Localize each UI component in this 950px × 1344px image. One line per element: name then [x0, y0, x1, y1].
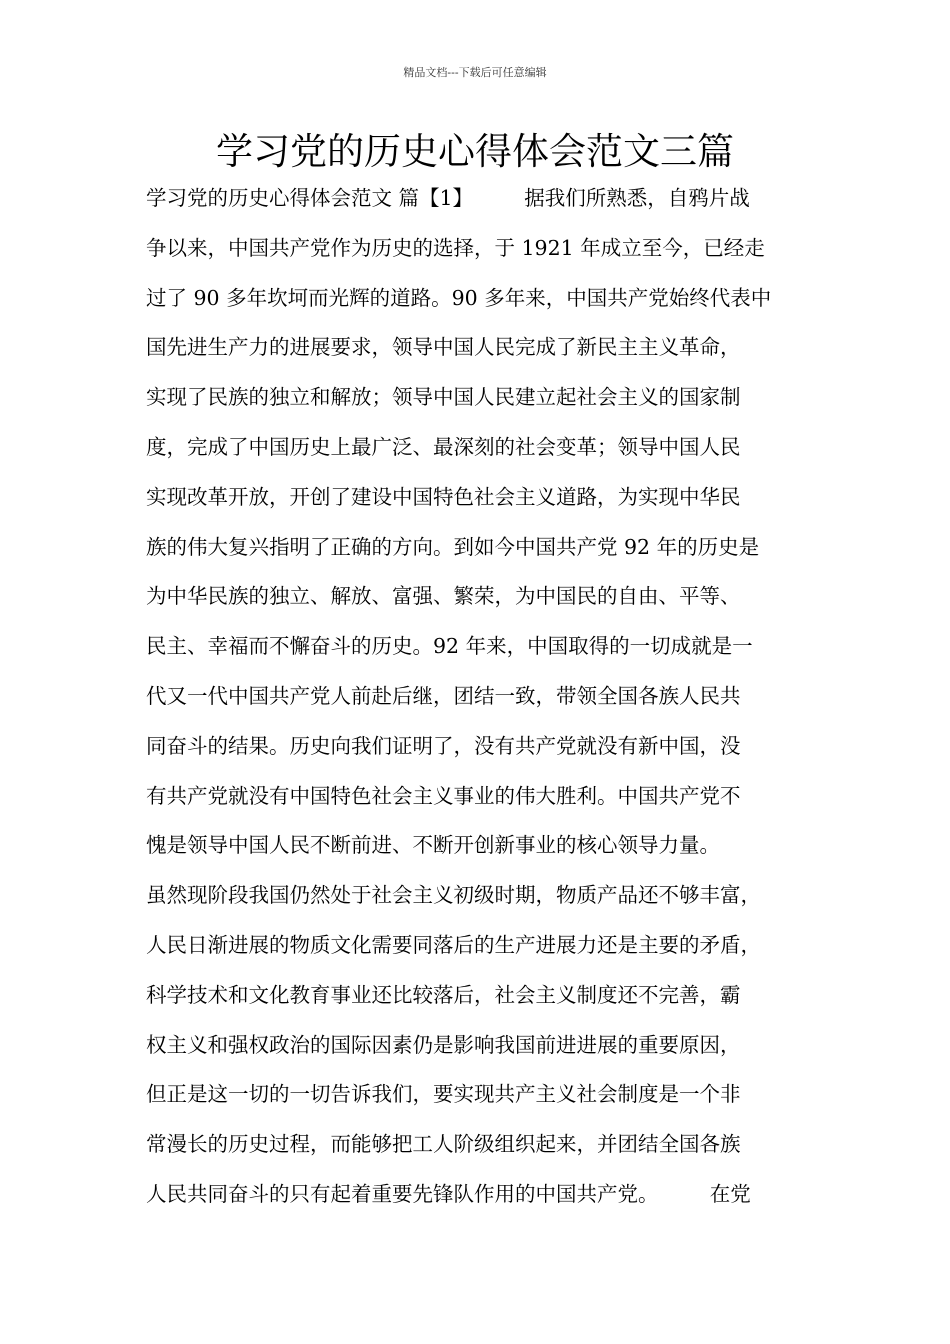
page-header: 精品文档---下载后可任意编辑 — [403, 66, 547, 79]
body-line: 民主、幸福而不懈奋斗的历史。92 年来，中国取得的一切成就是一 — [146, 634, 753, 659]
body-line: 愧是领导中国人民不断前进、不断开创新事业的核心领导力量。 — [146, 833, 720, 858]
body-line: 同奋斗的结果。历史向我们证明了，没有共产党就没有新中国，没 — [146, 733, 741, 758]
body-line: 度，完成了中国历史上最广泛、最深刻的社会变革；领导中国人民 — [146, 434, 741, 459]
document-title: 学习党的历史心得体会范文三篇 — [216, 130, 734, 173]
body-line: 科学技术和文化教育事业还比较落后，社会主义制度还不完善，霸 — [146, 982, 741, 1007]
body-line: 争以来，中国共产党作为历史的选择，于 1921 年成立至今，已经走 — [146, 235, 765, 260]
body-line: 有共产党就没有中国特色社会主义事业的伟大胜利。中国共产党不 — [146, 783, 741, 808]
body-line: 过了 90 多年坎坷而光辉的道路。90 多年来，中国共产党始终代表中 — [146, 285, 772, 310]
body-line: 权主义和强权政治的国际因素仍是影响我国前进进展的重要原因， — [146, 1032, 741, 1057]
body-line: 但正是这一切的一切告诉我们，要实现共产主义社会制度是一个非 — [146, 1082, 741, 1107]
body-line: 学习党的历史心得体会范文 篇【1】 据我们所熟悉，自鸦片战 — [146, 186, 750, 210]
body-line: 族的伟大复兴指明了正确的方向。到如今中国共产党 92 年的历史是 — [146, 534, 760, 559]
body-line: 代又一代中国共产党人前赴后继，团结一致，带领全国各族人民共 — [146, 683, 741, 708]
body-line: 虽然现阶段我国仍然处于社会主义初级时期，物质产品还不够丰富， — [146, 883, 761, 908]
document-body — [146, 174, 826, 1220]
body-line: 人民共同奋斗的只有起着重要先锋队作用的中国共产党。 在党 — [146, 1181, 751, 1206]
body-line: 国先进生产力的进展要求，领导中国人民完成了新民主主义革命， — [146, 335, 741, 360]
body-line: 实现了民族的独立和解放；领导中国人民建立起社会主义的国家制 — [146, 385, 741, 410]
body-line: 人民日渐进展的物质文化需要同落后的生产进展力还是主要的矛盾， — [146, 932, 761, 957]
body-line: 为中华民族的独立、解放、富强、繁荣，为中国民的自由、平等、 — [146, 584, 741, 609]
body-line: 实现改革开放，开创了建设中国特色社会主义道路，为实现中华民 — [146, 484, 741, 509]
body-line: 常漫长的历史过程，而能够把工人阶级组织起来，并团结全国各族 — [146, 1132, 741, 1157]
